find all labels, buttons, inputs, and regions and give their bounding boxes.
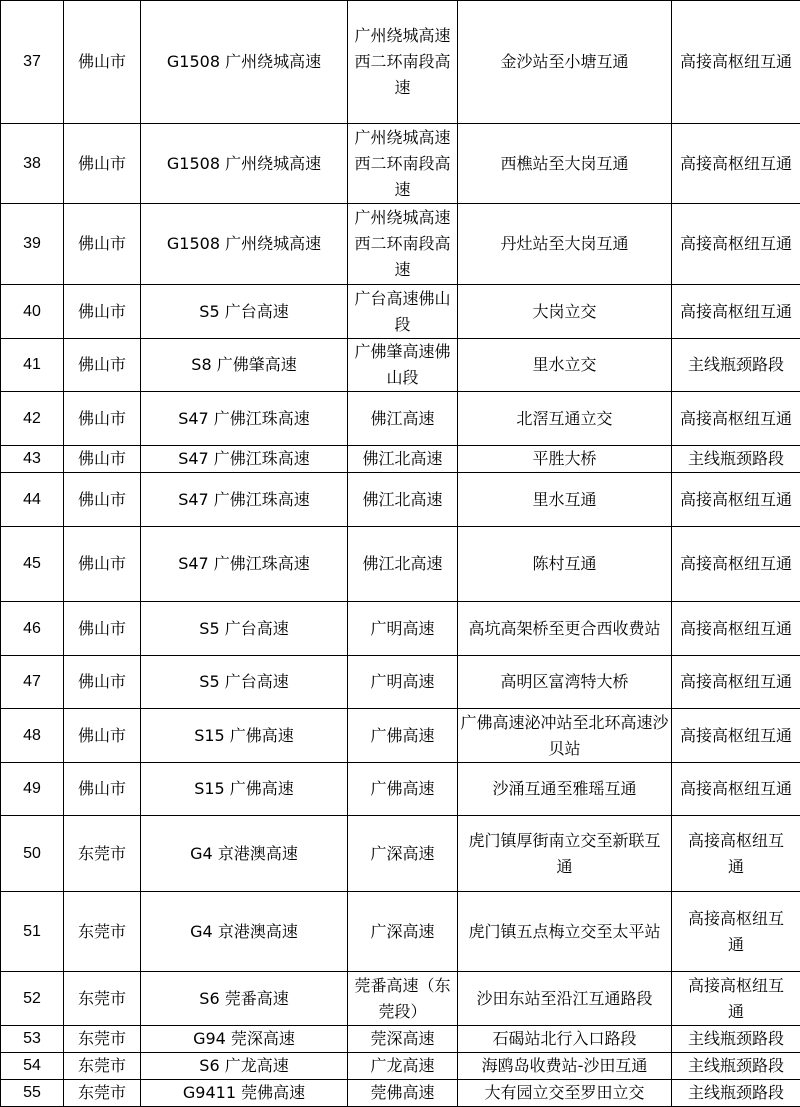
row-number-cell — [1, 285, 64, 339]
row-number-text: 45 — [23, 551, 41, 577]
city-cell — [64, 339, 141, 392]
city-text: 佛山市 — [78, 151, 126, 177]
location-text: 丹灶站至大岗互通 — [500, 231, 628, 257]
city-text: 佛山市 — [78, 49, 126, 75]
section-text: 广佛高速 — [370, 723, 434, 749]
city-cell — [64, 446, 141, 473]
city-text: 东莞市 — [78, 1026, 126, 1052]
section-text: 广台高速佛山段 — [350, 286, 455, 338]
highway-cell — [141, 339, 348, 392]
highway-cell — [141, 972, 348, 1026]
city-cell — [64, 602, 141, 656]
location-cell — [458, 602, 672, 656]
table-row — [1, 892, 800, 972]
highway-cell — [141, 709, 348, 763]
city-cell — [64, 285, 141, 339]
highway-text: G1508 广州绕城高速 — [167, 231, 321, 257]
row-number-cell — [1, 204, 64, 285]
type-text: 高接高枢纽互通 — [680, 49, 792, 75]
location-cell — [458, 527, 672, 602]
highway-text: G4 京港澳高速 — [190, 919, 298, 945]
table-row — [1, 656, 800, 709]
city-cell — [64, 392, 141, 446]
location-text: 北滘互通立交 — [516, 406, 612, 432]
row-number-text: 43 — [23, 446, 41, 472]
location-cell — [458, 763, 672, 816]
location-text: 大有园立交至罗田立交 — [484, 1080, 644, 1106]
type-text: 高接高枢纽互通 — [680, 551, 792, 577]
row-number-cell — [1, 763, 64, 816]
section-cell — [348, 1053, 458, 1080]
type-cell — [672, 446, 800, 473]
row-number-text: 38 — [23, 151, 41, 177]
location-cell — [458, 285, 672, 339]
type-cell — [672, 285, 800, 339]
section-text: 佛江北高速 — [362, 487, 442, 513]
row-number-text: 51 — [23, 919, 41, 945]
location-cell — [458, 1026, 672, 1053]
type-cell — [672, 1026, 800, 1053]
type-cell — [672, 709, 800, 763]
highway-text: S47 广佛江珠高速 — [178, 487, 310, 513]
section-cell — [348, 816, 458, 892]
table-row — [1, 1026, 800, 1053]
highway-text: S8 广佛肇高速 — [191, 352, 296, 378]
table-row — [1, 527, 800, 602]
city-text: 佛山市 — [78, 551, 126, 577]
city-text: 佛山市 — [78, 669, 126, 695]
row-number-cell — [1, 972, 64, 1026]
highway-cell — [141, 1, 348, 124]
city-cell — [64, 816, 141, 892]
highway-cell — [141, 285, 348, 339]
section-cell — [348, 285, 458, 339]
type-cell — [672, 972, 800, 1026]
location-text: 里水互通 — [532, 487, 596, 513]
row-number-cell — [1, 1026, 64, 1053]
table-row — [1, 816, 800, 892]
city-cell — [64, 709, 141, 763]
type-text: 高接高枢纽互通 — [680, 776, 792, 802]
location-cell — [458, 204, 672, 285]
section-cell — [348, 473, 458, 527]
location-cell — [458, 709, 672, 763]
city-text: 佛山市 — [78, 723, 126, 749]
type-cell — [672, 1, 800, 124]
table-row — [1, 473, 800, 527]
city-text: 佛山市 — [78, 406, 126, 432]
type-text: 高接高枢纽互通 — [688, 828, 784, 880]
highway-text: S5 广台高速 — [199, 669, 288, 695]
section-cell — [348, 527, 458, 602]
location-text: 沙涌互通至雅瑶互通 — [492, 776, 636, 802]
row-number-text: 41 — [23, 352, 41, 378]
city-cell — [64, 204, 141, 285]
type-text: 高接高枢纽互通 — [680, 299, 792, 325]
highway-text: S5 广台高速 — [199, 299, 288, 325]
row-number-cell — [1, 1, 64, 124]
location-cell — [458, 972, 672, 1026]
type-text: 主线瓶颈路段 — [688, 352, 784, 378]
city-text: 佛山市 — [78, 616, 126, 642]
highway-text: S47 广佛江珠高速 — [178, 446, 310, 472]
row-number-text: 53 — [23, 1026, 41, 1052]
highway-cell — [141, 892, 348, 972]
table-row — [1, 602, 800, 656]
table-row — [1, 124, 800, 204]
type-cell — [672, 1080, 800, 1107]
section-text: 佛江高速 — [370, 406, 434, 432]
location-text: 虎门镇厚街南立交至新联互通 — [465, 828, 665, 880]
location-text: 石碣站北行入口路段 — [492, 1026, 636, 1052]
highway-text: S15 广佛高速 — [194, 723, 294, 749]
highway-cell — [141, 763, 348, 816]
city-cell — [64, 1080, 141, 1107]
highway-cell — [141, 1080, 348, 1107]
highway-cell — [141, 473, 348, 527]
location-text: 海鸥岛收费站-沙田互通 — [482, 1053, 648, 1079]
city-text: 佛山市 — [78, 487, 126, 513]
section-text: 莞深高速 — [370, 1026, 434, 1052]
row-number-text: 46 — [23, 616, 41, 642]
city-text: 东莞市 — [78, 1053, 126, 1079]
row-number-text: 47 — [23, 669, 41, 695]
location-cell — [458, 816, 672, 892]
location-cell — [458, 1080, 672, 1107]
location-text: 广佛高速泌冲站至北环高速沙贝站 — [460, 710, 669, 762]
row-number-cell — [1, 1080, 64, 1107]
row-number-cell — [1, 1053, 64, 1080]
row-number-text: 49 — [23, 776, 41, 802]
section-text: 广明高速 — [370, 669, 434, 695]
city-cell — [64, 656, 141, 709]
section-text: 广州绕城高速西二环南段高速 — [350, 23, 455, 101]
type-cell — [672, 763, 800, 816]
section-cell — [348, 446, 458, 473]
section-cell — [348, 339, 458, 392]
type-text: 高接高枢纽互通 — [688, 973, 784, 1025]
highway-cell — [141, 124, 348, 204]
location-text: 高明区富湾特大桥 — [500, 669, 628, 695]
type-text: 主线瓶颈路段 — [688, 1026, 784, 1052]
type-text: 主线瓶颈路段 — [688, 1080, 784, 1106]
type-cell — [672, 656, 800, 709]
section-text: 广深高速 — [370, 841, 434, 867]
row-number-text: 48 — [23, 723, 41, 749]
city-text: 东莞市 — [78, 919, 126, 945]
city-cell — [64, 892, 141, 972]
section-text: 广龙高速 — [370, 1053, 434, 1079]
city-cell — [64, 972, 141, 1026]
location-cell — [458, 392, 672, 446]
section-text: 广州绕城高速西二环南段高速 — [350, 125, 455, 203]
row-number-text: 42 — [23, 406, 41, 432]
city-text: 佛山市 — [78, 352, 126, 378]
location-text: 大岗立交 — [532, 299, 596, 325]
city-text: 东莞市 — [78, 841, 126, 867]
location-text: 平胜大桥 — [532, 446, 596, 472]
highway-text: S6 莞番高速 — [199, 986, 288, 1012]
type-cell — [672, 339, 800, 392]
section-text: 广深高速 — [370, 919, 434, 945]
table-row — [1, 709, 800, 763]
row-number-cell — [1, 124, 64, 204]
type-text: 高接高枢纽互通 — [680, 231, 792, 257]
section-cell — [348, 972, 458, 1026]
type-cell — [672, 892, 800, 972]
table-row — [1, 392, 800, 446]
type-text: 高接高枢纽互通 — [680, 406, 792, 432]
city-text: 东莞市 — [78, 986, 126, 1012]
type-text: 高接高枢纽互通 — [680, 616, 792, 642]
section-cell — [348, 709, 458, 763]
type-cell — [672, 816, 800, 892]
type-cell — [672, 527, 800, 602]
location-cell — [458, 339, 672, 392]
highway-cell — [141, 527, 348, 602]
section-text: 佛江北高速 — [362, 446, 442, 472]
type-cell — [672, 473, 800, 527]
section-text: 莞佛高速 — [370, 1080, 434, 1106]
type-cell — [672, 124, 800, 204]
type-cell — [672, 602, 800, 656]
section-text: 佛江北高速 — [362, 551, 442, 577]
section-cell — [348, 892, 458, 972]
section-cell — [348, 204, 458, 285]
highway-text: S6 广龙高速 — [199, 1053, 288, 1079]
row-number-cell — [1, 473, 64, 527]
row-number-cell — [1, 656, 64, 709]
table-row — [1, 204, 800, 285]
row-number-text: 44 — [23, 487, 41, 513]
type-text: 高接高枢纽互通 — [680, 669, 792, 695]
type-cell — [672, 392, 800, 446]
section-cell — [348, 1080, 458, 1107]
highway-text: S5 广台高速 — [199, 616, 288, 642]
section-text: 广明高速 — [370, 616, 434, 642]
table-row — [1, 1053, 800, 1080]
highway-cell — [141, 816, 348, 892]
highway-cell — [141, 1053, 348, 1080]
row-number-text: 37 — [23, 49, 41, 75]
location-text: 西樵站至大岗互通 — [500, 151, 628, 177]
row-number-text: 40 — [23, 299, 41, 325]
row-number-cell — [1, 816, 64, 892]
row-number-cell — [1, 709, 64, 763]
row-number-text: 39 — [23, 231, 41, 257]
section-cell — [348, 1026, 458, 1053]
section-cell — [348, 124, 458, 204]
row-number-cell — [1, 446, 64, 473]
city-text: 佛山市 — [78, 446, 126, 472]
city-text: 佛山市 — [78, 231, 126, 257]
highway-text: G94 莞深高速 — [193, 1026, 295, 1052]
table-row — [1, 446, 800, 473]
location-cell — [458, 892, 672, 972]
highway-text: G1508 广州绕城高速 — [167, 49, 321, 75]
table-row — [1, 1, 800, 124]
row-number-text: 50 — [23, 841, 41, 867]
highway-text: G4 京港澳高速 — [190, 841, 298, 867]
highway-cell — [141, 204, 348, 285]
row-number-cell — [1, 339, 64, 392]
row-number-text: 55 — [23, 1080, 41, 1106]
type-cell — [672, 1053, 800, 1080]
location-cell — [458, 473, 672, 527]
location-text: 金沙站至小塘互通 — [500, 49, 628, 75]
location-cell — [458, 1, 672, 124]
type-text: 主线瓶颈路段 — [688, 1053, 784, 1079]
section-text: 广州绕城高速西二环南段高速 — [350, 205, 455, 283]
highway-text: S15 广佛高速 — [194, 776, 294, 802]
type-text: 主线瓶颈路段 — [688, 446, 784, 472]
highway-cell — [141, 602, 348, 656]
city-cell — [64, 763, 141, 816]
highway-text: S47 广佛江珠高速 — [178, 551, 310, 577]
section-cell — [348, 656, 458, 709]
city-text: 东莞市 — [78, 1080, 126, 1106]
location-cell — [458, 1053, 672, 1080]
highway-cell — [141, 446, 348, 473]
location-text: 高坑高架桥至更合西收费站 — [465, 616, 665, 642]
row-number-cell — [1, 392, 64, 446]
table-row — [1, 285, 800, 339]
location-text: 陈村互通 — [532, 551, 596, 577]
location-cell — [458, 446, 672, 473]
location-text: 沙田东站至沿江互通路段 — [476, 986, 652, 1012]
section-text: 广佛肇高速佛山段 — [350, 339, 455, 391]
type-text: 高接高枢纽互通 — [680, 723, 792, 749]
city-cell — [64, 473, 141, 527]
city-text: 佛山市 — [78, 299, 126, 325]
highway-text: G1508 广州绕城高速 — [167, 151, 321, 177]
highway-cell — [141, 392, 348, 446]
city-cell — [64, 1, 141, 124]
table-body — [1, 1, 800, 1107]
location-cell — [458, 656, 672, 709]
section-text: 莞番高速（东莞段） — [350, 973, 455, 1025]
location-text: 里水立交 — [532, 352, 596, 378]
table-row — [1, 1080, 800, 1107]
city-cell — [64, 124, 141, 204]
highway-text: S47 广佛江珠高速 — [178, 406, 310, 432]
row-number-cell — [1, 602, 64, 656]
highway-cell — [141, 1026, 348, 1053]
type-text: 高接高枢纽互通 — [688, 906, 784, 958]
city-cell — [64, 527, 141, 602]
highway-text: G9411 莞佛高速 — [183, 1080, 305, 1106]
table-row — [1, 972, 800, 1026]
row-number-cell — [1, 527, 64, 602]
city-cell — [64, 1053, 141, 1080]
city-cell — [64, 1026, 141, 1053]
section-cell — [348, 763, 458, 816]
table-row — [1, 339, 800, 392]
table-row — [1, 763, 800, 816]
section-cell — [348, 1, 458, 124]
type-text: 高接高枢纽互通 — [680, 487, 792, 513]
type-cell — [672, 204, 800, 285]
city-text: 佛山市 — [78, 776, 126, 802]
section-text: 广佛高速 — [370, 776, 434, 802]
type-text: 高接高枢纽互通 — [680, 151, 792, 177]
highway-cell — [141, 656, 348, 709]
row-number-text: 54 — [23, 1053, 41, 1079]
section-cell — [348, 392, 458, 446]
location-cell — [458, 124, 672, 204]
section-cell — [348, 602, 458, 656]
row-number-text: 52 — [23, 986, 41, 1012]
location-text: 虎门镇五点梅立交至太平站 — [465, 919, 665, 945]
row-number-cell — [1, 892, 64, 972]
